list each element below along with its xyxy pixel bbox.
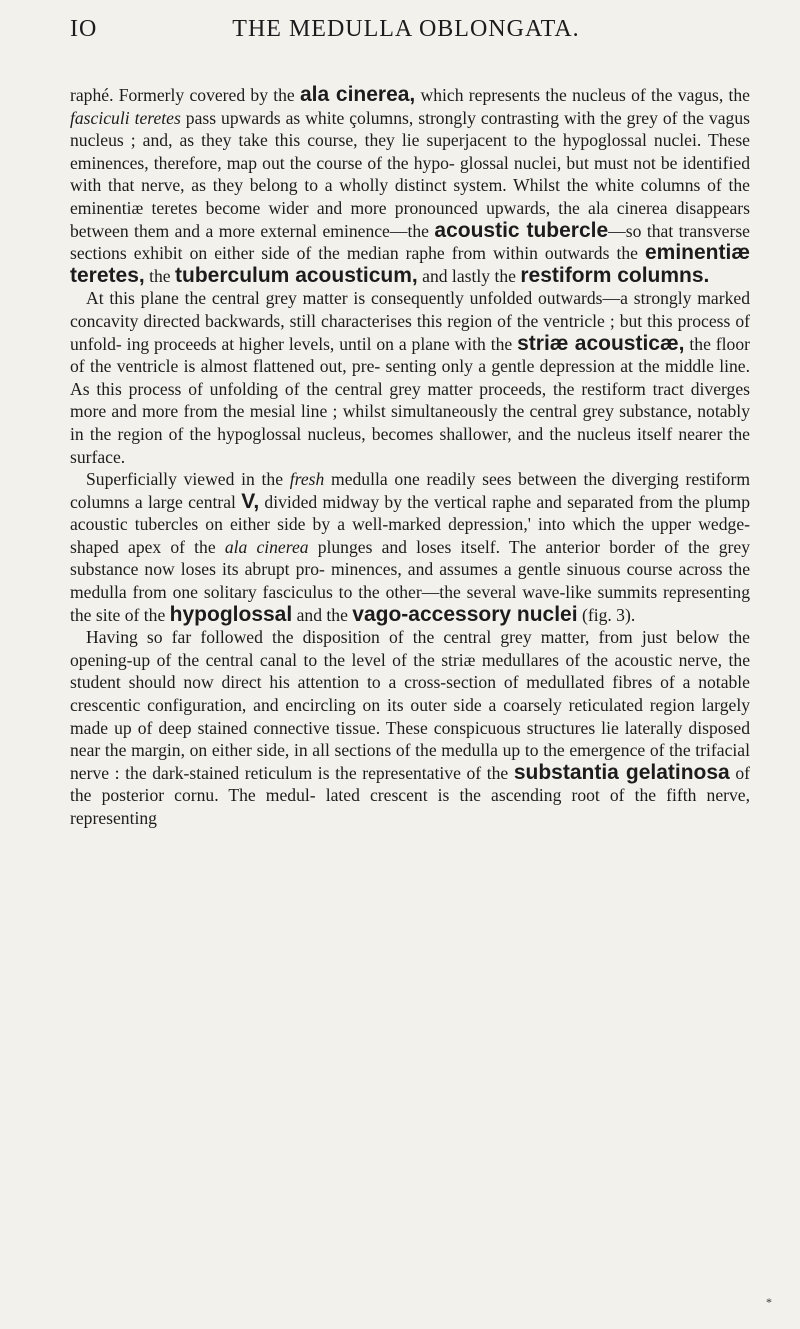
text-run: which represents the nucleus of the vagus, the [415, 85, 750, 105]
text-run: Superficially viewed in the [86, 469, 290, 490]
italic-term: fresh [289, 469, 325, 490]
paragraph-3 [70, 468, 750, 626]
bold-term: ala cinerea, [300, 83, 416, 106]
text-run: Having so far followed the disposition of the central grey matter, from just below the opening-up of the central canal to the level of the striæ medullares of the acoustic nerve, the student should now direct his attention to a cross-section of medullated fibres of a notable crescentic configuration, and encircling on its outer side a coarsely reticulated region largely made up of deep stained connective tissue. These conspicuous structures lie laterally disposed near the margin, on either side, in all sections of the medulla up to the emergence of the trifacial nerve : the dark-stained reticulum is the representative of the [70, 627, 750, 783]
text-run: raphé. Formerly covered by the [70, 85, 300, 105]
text-run: of the posterior cornu. The medul- lated crescent is the ascending root of the fifth nerve, representing [70, 762, 751, 828]
bold-term: tuberculum acousticum, [175, 263, 418, 287]
running-title: THE MEDULLA OBLONGATA. [232, 16, 580, 42]
bold-term: vago-accessory nuclei [352, 602, 578, 626]
text-run: medulla one readily sees between the diverging restiform columns a large central [70, 469, 751, 512]
paragraph-1 [70, 84, 750, 287]
page-number: IO [70, 16, 98, 42]
text-run: (fig. 3). [577, 604, 636, 625]
bold-term: restiform columns. [520, 263, 710, 287]
text-run: and lastly the [417, 265, 521, 286]
bold-term: acoustic tubercle [434, 218, 609, 242]
bold-term: hypoglossal [169, 602, 293, 626]
body-text [70, 84, 750, 830]
text-run: pass upwards as white çolumns, strongly contrasting with the grey of the vagus nucleus ; and, as they take this course, they lie superjacent to the hypoglossal nuclei. These eminences, therefore, map out the course of the hypo- glossal nuclei, but must not be identified with that nerve, as they belong to a wholly distinct system. Whilst the white columns of the eminentiæ teretes become wider and more pronounced upwards, the ala cinerea disappears between them and a more external eminence—the [70, 107, 750, 241]
text-run: —so that transverse sections exhibit on either side of the median raphe from within outwards the [70, 220, 750, 264]
bold-term: V, [241, 489, 260, 513]
text-run: the floor of the ventricle is almost flattened out, pre- senting only a gentle depression at the middle line. As this process of unfolding of the central grey matter proceeds, the restiform tract diverges more and more from the mesial line ; whilst simultaneously the central grey substance, notably in the region of the hypoglossal nucleus, becomes shallower, and the nucleus itself nearer the surface. [70, 333, 750, 467]
paragraph-4 [70, 626, 750, 829]
text-run: At this plane the central grey matter is consequently unfolded outwards—a strongly marked concavity directed backwards, still characterises this region of the ventricle ; but this process of unfold- ing proceeds at higher levels, until on a plane with the [70, 288, 750, 354]
bold-term: striæ acousticæ, [517, 331, 685, 355]
bold-term: eminentiæ teretes, [70, 241, 750, 287]
bold-term: substantia gelatinosa [513, 760, 730, 784]
italic-term: fasciculi teretes [70, 107, 181, 128]
text-run: divided midway by the vertical raphe and separated from the plump acoustic tubercles on either side by a well-marked depression,' into which the upper wedge-shaped apex of the [70, 491, 750, 557]
italic-term: ala cinerea [224, 536, 309, 557]
running-header [70, 16, 742, 56]
text-run: and the [292, 604, 353, 625]
footer-mark: * [766, 1295, 772, 1309]
paragraph-2 [70, 287, 750, 468]
text-run: the [144, 265, 176, 286]
text-run: plunges and loses itself. The anterior border of the grey substance now loses its abrupt pro- minences, and assumes a gentle sinuous course across the medulla from one solitary fasciculus to the other—the several wave-like summits representing the site of the [70, 536, 750, 625]
